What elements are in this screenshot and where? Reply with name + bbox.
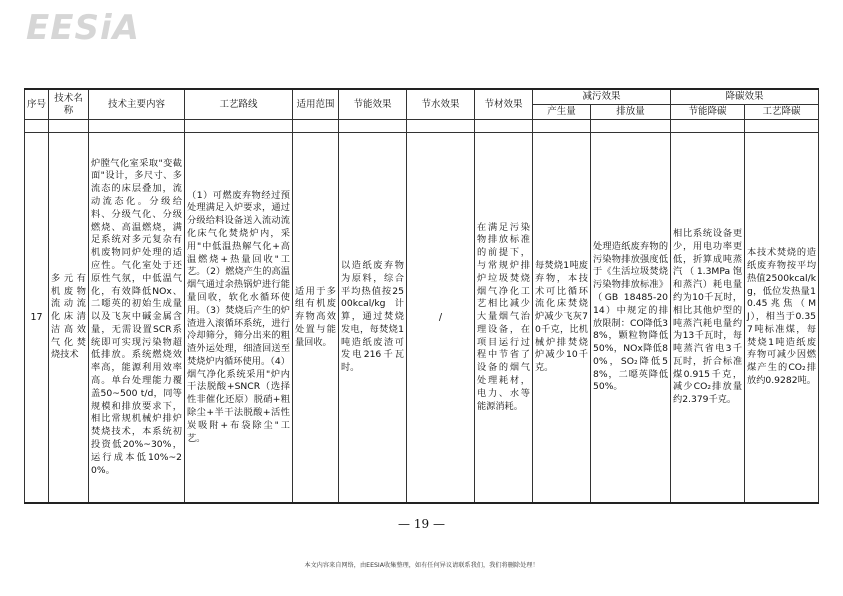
header-pollution-gen: 产生量: [533, 105, 591, 120]
header-carbon-process: 工艺降碳: [745, 105, 819, 120]
eesia-logo: EESiA: [26, 8, 140, 48]
cell-carbon-process: 本技术焚烧的造纸废弃物按平均热值2500kcal/kg，低位发热量10.45兆焦（MJ），相当于0.357吨标准煤，每焚烧1吨造纸废弃物可减少因燃煤产生的CO₂排放约0.9282吨。: [745, 133, 819, 504]
header-scope: 适用范围: [293, 89, 339, 120]
header-process-route: 工艺路线: [185, 89, 293, 120]
page-number: — 19 —: [398, 517, 445, 531]
header-material-effect: 节材效果: [475, 89, 533, 120]
cell-material-effect: 在满足污染物排放标准的前提下，与常规炉排炉垃圾焚烧烟气净化工艺相比减少大量烟气治理设备，在项目运行过程中节省了设备的烟气处理耗材，电力、水等能源消耗。: [475, 133, 533, 504]
header-carbon-energy: 节能降碳: [671, 105, 745, 120]
pollution-emit-line-2: NOx降低80%，SO₂降低58%，二噁英降低50%。: [593, 343, 669, 393]
cell-scope: 适用于多组有机废弃物高效处置与能量回收。: [293, 133, 339, 504]
pollution-emit-line-1: 处理造纸废弃物的污染物排放强度低于《生活垃圾焚烧污染物排放标准》（GB 18485-2014）中规定的排放限制：CO降低38%，颗粒物降低50%，: [593, 240, 669, 355]
cell-carbon-energy: 相比系统设备更少，用电功率更低，折算成吨蒸汽（1.3MPa饱和蒸汽）耗电量约为10千瓦时，相比其他炉型的吨蒸汽耗电量约为13千瓦时，每吨蒸汽省电3千瓦时，折合标准煤0.915千克，减少CO₂排放量约2.379千克。: [671, 133, 745, 504]
header-carbon-group: 降碳效果: [671, 89, 819, 105]
header-energy-effect: 节能效果: [339, 89, 407, 120]
header-pollution-emit: 排放量: [591, 105, 671, 120]
cell-tech-name: 多元有机废物流动流化床清洁高效气化焚烧技术: [49, 133, 89, 504]
header-seq: 序号: [25, 89, 49, 120]
cell-pollution-emit: [591, 133, 671, 504]
header-tech-content: 技术主要内容: [89, 89, 185, 120]
header-tech-name: 技术名称: [49, 89, 89, 120]
header-pollution-group: 减污效果: [533, 89, 671, 105]
cell-process-route: （1）可燃废弃物经过预处理满足入炉要求，通过分级给料设备送入流动流化床气化焚烧炉内，采用"中低温热解气化+高温燃烧+热量回收"工艺。（2）燃烧产生的高温烟气通过余热锅炉进行能量回收，软化水循环使用。（3）焚烧后产生的炉渣进入滚循环系统，进行冷却筛分，筛分出来的粗渣外运处理，细渣回送至焚烧炉内循环使用。（4）烟气净化系统采用"炉内干法脱酸+SNCR（选择性非催化还原）脱硝+粗除尘+半干法脱酸+活性炭吸附+布袋除尘"工艺。: [185, 133, 293, 504]
header-water-effect: 节水效果: [407, 89, 475, 120]
blank-row: [25, 120, 819, 133]
cell-tech-content: 炉膛气化室采取"变截面"设计，多尺寸、多流态的床层叠加，流动流态化。分级给料、分级气化、分级燃烧、高温燃烧，满足系统对多元复杂有机废物同炉处理的适应性。气化室处于还原性气氛，中低温气化，有效降低NOx、二噁英的初始生成量以及飞灰中碱金属含量，无需设置SCR系统即可实现污染物超低排放。系统燃烧效率高，能源利用效率高。单台处理能力覆盖50~500 t/d，同等规模和排放要求下，相比常规机械炉排炉焚烧技术，本系统初投资低20%~30%，运行成本低10%~20%。: [89, 133, 185, 504]
technology-table: [24, 88, 819, 504]
cell-energy-effect: 以造纸废弃物为原料，综合平均热值按2500kcal/kg计算，通过焚烧发电，每焚烧1吨造纸废渣可发电216千瓦时。: [339, 133, 407, 504]
cell-seq: 17: [25, 133, 49, 504]
cell-pollution-gen: 每焚烧1吨废弃物，本技术可比循环流化床焚烧炉减少飞灰70千克，比机械炉排焚烧炉减少10千克。: [533, 133, 591, 504]
cell-water-effect: /: [407, 133, 475, 504]
table-row: [25, 133, 819, 504]
footer-disclaimer: 本文内容来自网络，由EESIA收集整理，如有任何异议请联系我们，我们将删除处理！: [304, 562, 539, 569]
